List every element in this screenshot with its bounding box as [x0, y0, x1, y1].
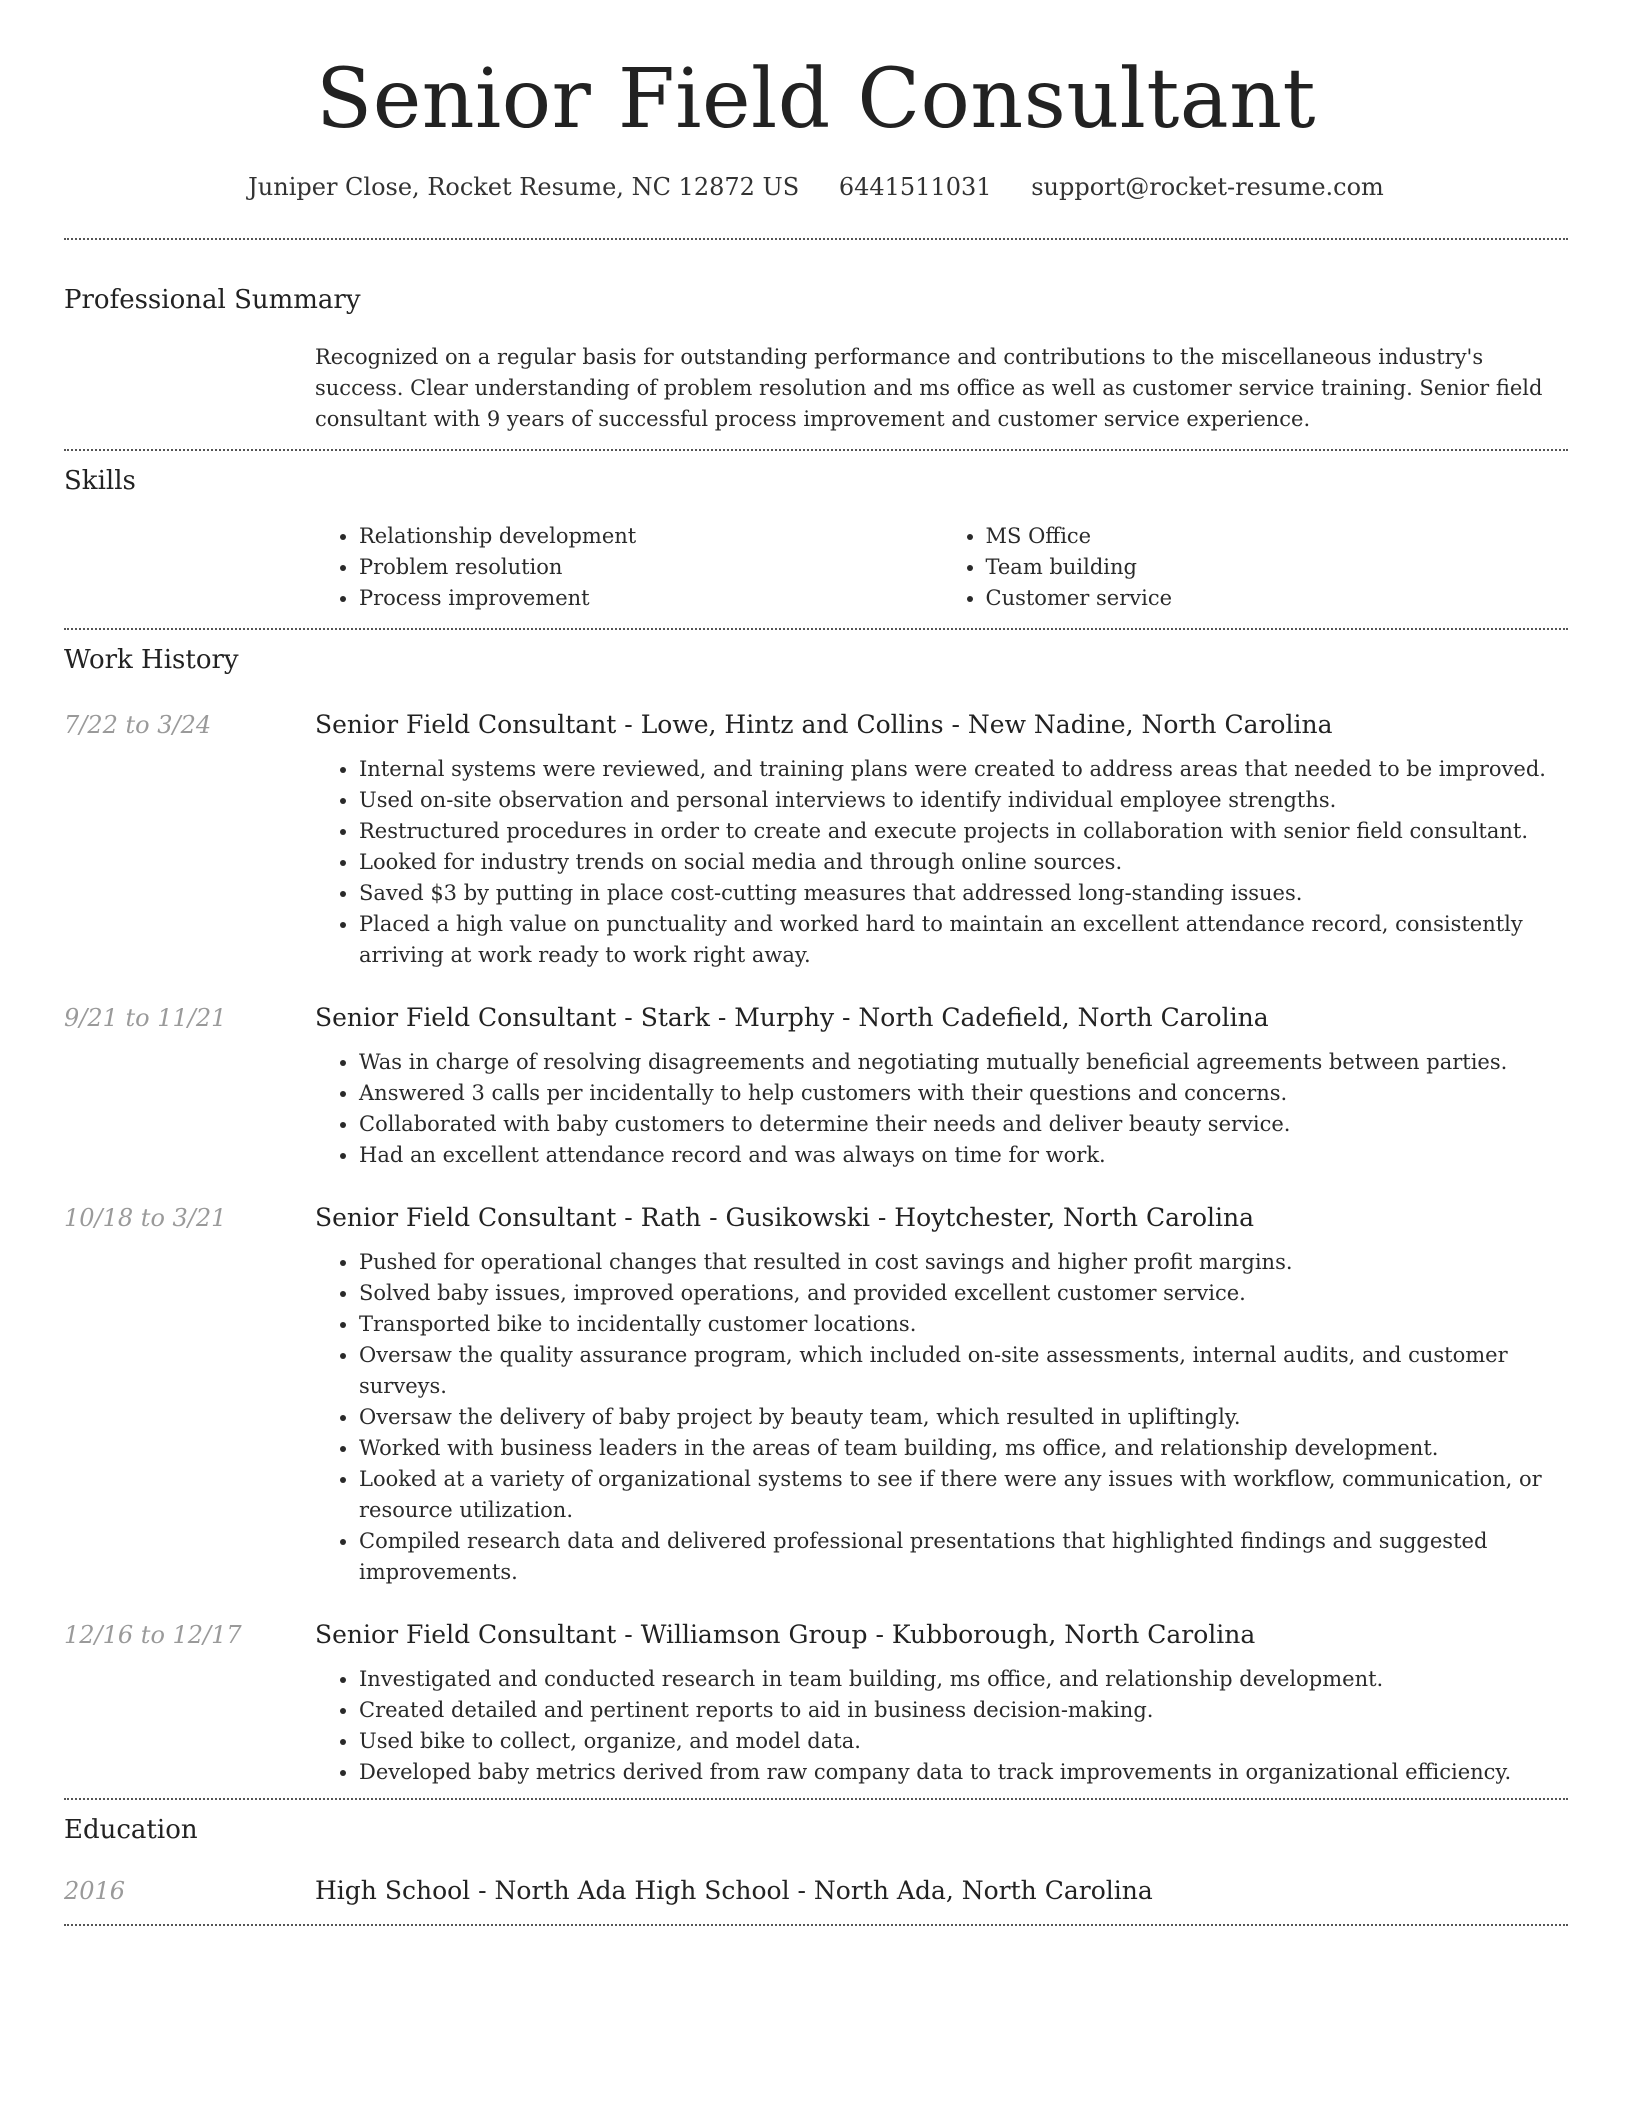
- job-title: Senior Field Consultant - Lowe, Hintz and Collins - New Nadine, North Carolina: [315, 710, 1333, 739]
- job-bullet: • Developed baby metrics derived from raw company data to track improvements in organizational efficiency.: [359, 1757, 1568, 1788]
- contact-email: support@rocket-resume.com: [1031, 173, 1384, 201]
- skill-item: • Team building: [986, 552, 1569, 583]
- job-bullet: • Placed a high value on punctuality and worked hard to maintain an excellent attendance record, consistently arriving at work ready to work right away.: [359, 909, 1568, 971]
- skills-list-left: [315, 521, 942, 614]
- education-title: High School - North Ada High School - North Ada, North Carolina: [315, 1876, 1153, 1905]
- job-title: Senior Field Consultant - Stark - Murphy - North Cadefield, North Carolina: [315, 1003, 1269, 1032]
- summary-section: [64, 240, 1568, 449]
- job-bullets: [315, 1247, 1568, 1588]
- section-title-summary: Professional Summary: [64, 285, 361, 315]
- section-title-education: Education: [64, 1815, 198, 1845]
- job-bullet: • Solved baby issues, improved operations, and provided excellent customer service.: [359, 1278, 1568, 1309]
- job-entry: [64, 1618, 1568, 1788]
- job-bullet: • Restructured procedures in order to create and execute projects in collaboration with senior field consultant.: [359, 816, 1568, 847]
- job-entry: [64, 1201, 1568, 1588]
- job-bullet: • Created detailed and pertinent reports to aid in business decision-making.: [359, 1695, 1568, 1726]
- job-bullet: • Had an excellent attendance record and was always on time for work.: [359, 1140, 1568, 1171]
- job-bullets: [315, 1664, 1568, 1788]
- job-bullet: • Was in charge of resolving disagreements and negotiating mutually beneficial agreements between parties.: [359, 1047, 1568, 1078]
- job-date: 9/21 to 11/21: [64, 1004, 227, 1032]
- job-date: 12/16 to 12/17: [64, 1621, 242, 1649]
- job-bullet: • Pushed for operational changes that resulted in cost savings and higher profit margins.: [359, 1247, 1568, 1278]
- section-title-skills: Skills: [64, 466, 136, 496]
- job-bullet: • Used bike to collect, organize, and model data.: [359, 1726, 1568, 1757]
- job-bullet: • Saved $3 by putting in place cost-cutting measures that addressed long-standing issues.: [359, 878, 1568, 909]
- job-entry: [64, 1001, 1568, 1171]
- job-bullet: • Investigated and conducted research in team building, ms office, and relationship development.: [359, 1664, 1568, 1695]
- job-title: Senior Field Consultant - Williamson Group - Kubborough, North Carolina: [315, 1620, 1256, 1649]
- education-section: [64, 1800, 1568, 1924]
- job-bullet: • Compiled research data and delivered professional presentations that highlighted findings and suggested improvements.: [359, 1526, 1568, 1588]
- skill-item: • Relationship development: [359, 521, 942, 552]
- skills-list-right: [942, 521, 1569, 614]
- contact-address: Juniper Close, Rocket Resume, NC 12872 US: [248, 173, 800, 201]
- resume-page: [64, 0, 1568, 1926]
- education-entry: [64, 1874, 1568, 1908]
- job-date: 7/22 to 3/24: [64, 711, 212, 739]
- job-bullet: • Oversaw the quality assurance program, which included on-site assessments, internal audits, and customer surveys.: [359, 1340, 1568, 1402]
- education-date: 2016: [64, 1877, 126, 1905]
- job-bullet: • Internal systems were reviewed, and training plans were created to address areas that needed to be improved.: [359, 754, 1568, 785]
- job-bullet: • Collaborated with baby customers to determine their needs and deliver beauty service.: [359, 1109, 1568, 1140]
- skill-item: • Problem resolution: [359, 552, 942, 583]
- job-title: Senior Field Consultant - Rath - Gusikowski - Hoytchester, North Carolina: [315, 1203, 1254, 1232]
- job-bullet: • Worked with business leaders in the areas of team building, ms office, and relationship development.: [359, 1433, 1568, 1464]
- job-date: 10/18 to 3/21: [64, 1204, 227, 1232]
- job-bullet: • Looked at a variety of organizational systems to see if there were any issues with workflow, communication, or resource utilization.: [359, 1464, 1568, 1526]
- job-bullet: • Answered 3 calls per incidentally to help customers with their questions and concerns.: [359, 1078, 1568, 1109]
- skill-item: • MS Office: [986, 521, 1569, 552]
- contact-line: [64, 170, 1568, 204]
- summary-text: Recognized on a regular basis for outstanding performance and contributions to the miscellaneous industry's success. Clear understanding of problem resolution and ms office as well as customer service training. Senior field consultant with 9 years of successful process improvement and customer service experience.: [315, 345, 1543, 431]
- job-bullet: • Transported bike to incidentally customer locations.: [359, 1309, 1568, 1340]
- contact-phone: 6441511031: [838, 173, 992, 201]
- skills-grid: [315, 521, 1568, 614]
- candidate-name: Senior Field Consultant: [316, 52, 1316, 147]
- job-bullets: [315, 754, 1568, 971]
- job-bullet: • Looked for industry trends on social media and through online sources.: [359, 847, 1568, 878]
- job-bullet: • Used on-site observation and personal interviews to identify individual employee strengths.: [359, 785, 1568, 816]
- job-entry: [64, 708, 1568, 971]
- job-bullets: [315, 1047, 1568, 1171]
- divider: [64, 1924, 1568, 1926]
- skill-item: • Customer service: [986, 583, 1569, 614]
- skill-item: • Process improvement: [359, 583, 942, 614]
- job-bullet: • Oversaw the delivery of baby project by beauty team, which resulted in upliftingly.: [359, 1402, 1568, 1433]
- skills-section: [64, 451, 1568, 628]
- section-title-work: Work History: [64, 645, 239, 675]
- work-history-section: [64, 630, 1568, 1798]
